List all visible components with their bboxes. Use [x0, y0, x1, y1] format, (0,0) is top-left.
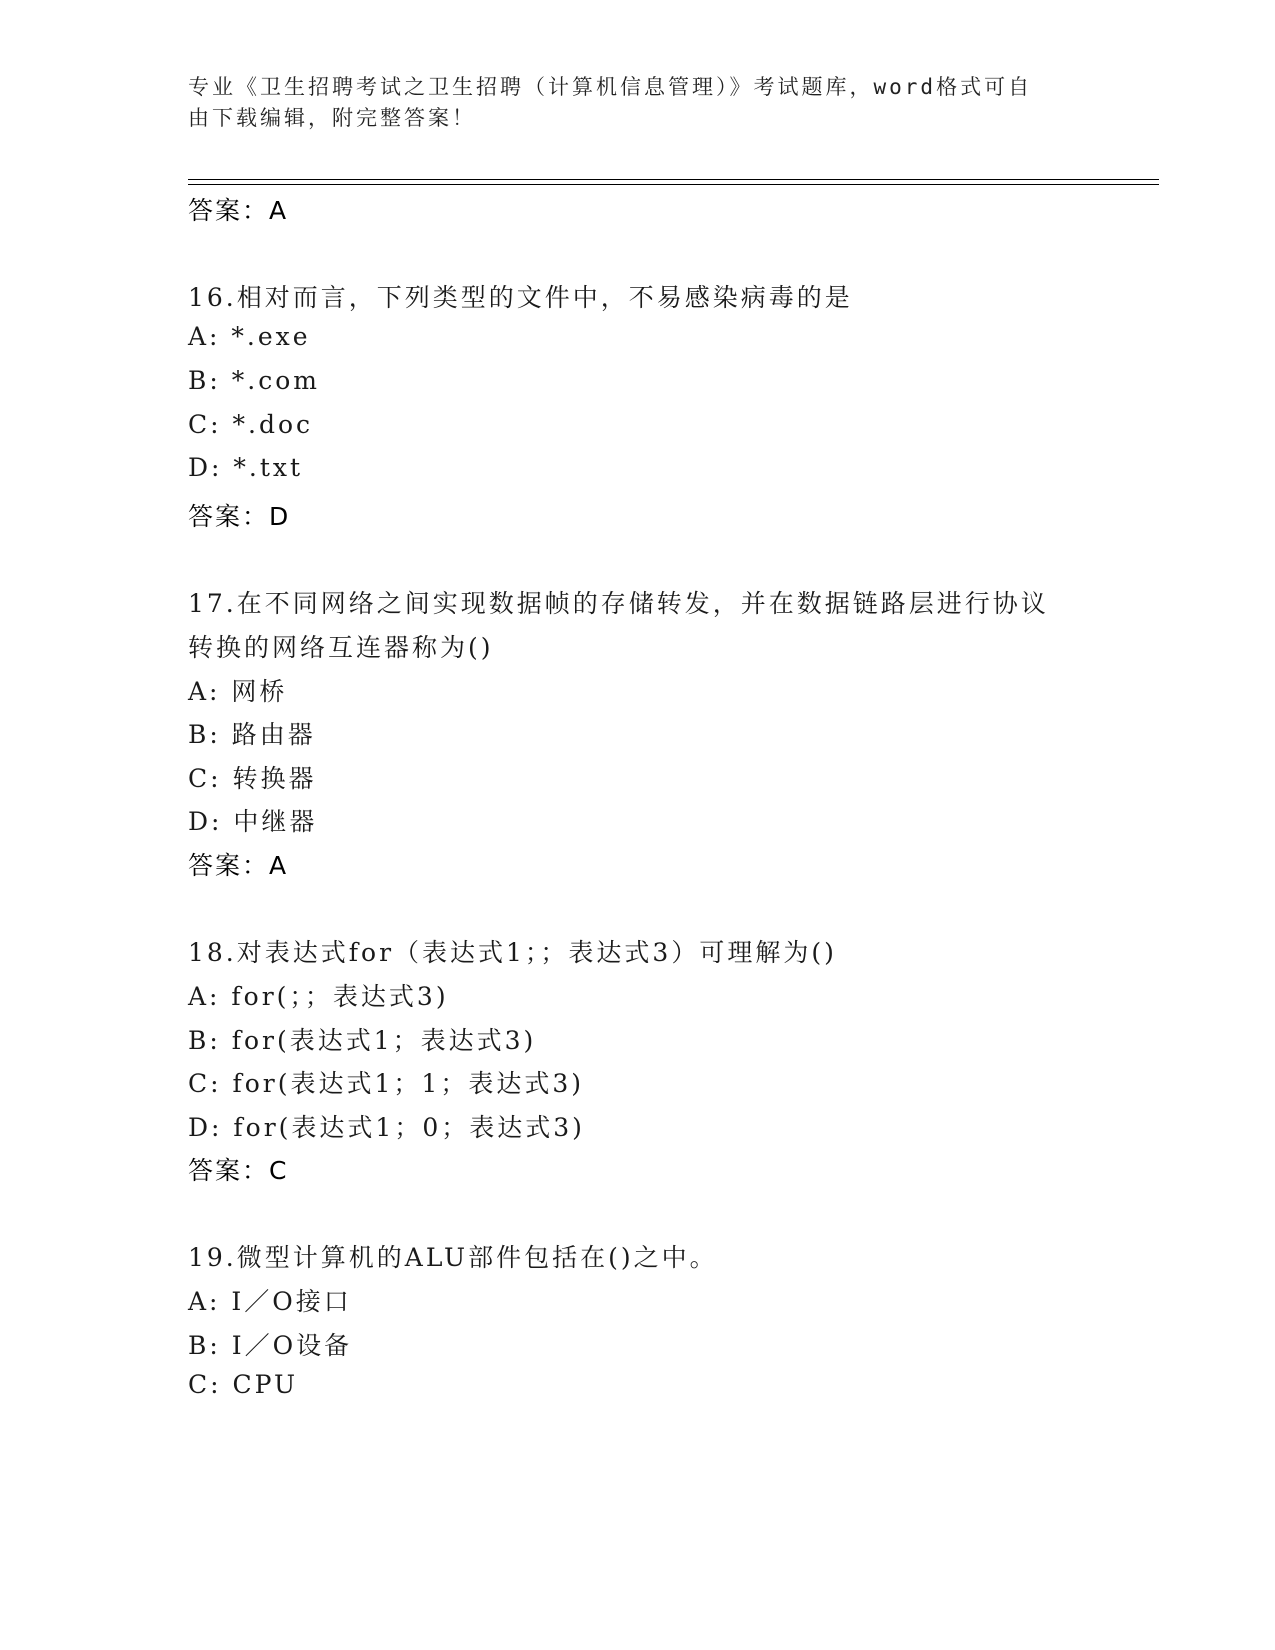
question-17-stem-line-2: 转换的网络互连器称为() — [188, 633, 494, 662]
question-17-option-a: A: 网桥 — [188, 677, 288, 706]
document-header — [188, 72, 1088, 134]
question-17-answer: 答案：A — [188, 851, 289, 880]
question-18-answer: 答案：C — [188, 1156, 289, 1185]
header-line-1: 专业《卫生招聘考试之卫生招聘（计算机信息管理）》考试题库，word格式可自 — [188, 75, 1033, 99]
question-19-option-c: C: CPU — [188, 1370, 299, 1399]
question-16-option-a: A: *.exe — [188, 322, 311, 351]
question-18-option-a: A: for(；；表达式3) — [188, 982, 449, 1011]
question-16-option-b: B: *.com — [188, 366, 320, 395]
question-18-stem: 18.对表达式for（表达式1；；表达式3）可理解为() — [188, 938, 837, 967]
question-17-option-c: C: 转换器 — [188, 764, 317, 793]
question-19-option-a: A: I／O接口 — [188, 1287, 352, 1316]
header-rule-top — [188, 179, 1159, 180]
question-19-option-b: B: I／O设备 — [188, 1331, 353, 1360]
question-16-stem: 16.相对而言，下列类型的文件中，不易感染病毒的是 — [188, 283, 853, 312]
question-18-option-d: D: for(表达式1；0；表达式3) — [188, 1113, 585, 1142]
question-18-option-c: C: for(表达式1；1；表达式3) — [188, 1069, 584, 1098]
question-19-stem: 19.微型计算机的ALU部件包括在()之中。 — [188, 1243, 718, 1272]
question-17-option-b: B: 路由器 — [188, 720, 316, 749]
header-line-2: 由下载编辑，附完整答案！ — [188, 106, 476, 130]
question-16-option-c: C: *.doc — [188, 410, 314, 439]
question-17-stem-line-1: 17.在不同网络之间实现数据帧的存储转发，并在数据链路层进行协议 — [188, 589, 1049, 618]
answer-line: 答案：A — [188, 196, 289, 225]
question-17-option-d: D: 中继器 — [188, 807, 318, 836]
question-16-answer: 答案：D — [188, 502, 291, 531]
header-rule-bottom — [188, 184, 1159, 185]
question-18-option-b: B: for(表达式1；表达式3) — [188, 1026, 537, 1055]
question-16-option-d: D: *.txt — [188, 453, 304, 482]
